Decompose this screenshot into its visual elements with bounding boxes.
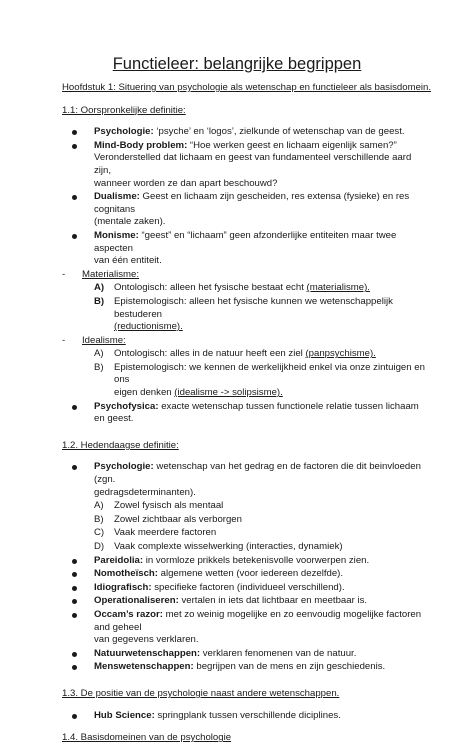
bullet-icon: [72, 465, 77, 470]
document-body: [62, 82, 430, 745]
bullet-icon: [72, 559, 77, 564]
bullet-icon: [72, 144, 77, 149]
list-item-nomotheisch: Nomotheïsch: algemene wetten (voor iedereen dezelfde).: [62, 568, 430, 581]
sub-item-c: C) Vaak meerdere factoren: [94, 527, 217, 539]
list-item-dualisme: Dualisme: Geest en lichaam zijn gescheiden, res extensa (fysieke) en res cognitans (mentale zaken).: [62, 191, 430, 229]
section-1-3-heading: 1.3. De positie van de psychologie naast andere wetenschappen.: [62, 687, 340, 699]
materialisme-heading: - Materialisme:: [62, 268, 140, 280]
bullet-icon: [72, 130, 77, 135]
list-item-psychologie-modern: Psychologie: wetenschap van het gedrag en de factoren die dit beinvloeden (zgn. gedragsdeterminanten).: [62, 461, 430, 499]
list-item-pareidolia: Pareidolia: in vormloze prikkels betekenisvolle voorwerpen zien.: [62, 555, 430, 568]
document-title: Functieleer: belangrijke begrippen: [112, 55, 362, 73]
bullet-icon: [72, 613, 77, 618]
idealisme-heading: - Idealisme:: [62, 334, 126, 346]
section-1-1-heading: 1.1: Oorspronkelijke definitie:: [62, 104, 186, 116]
section-1-2-list: [62, 461, 430, 674]
sub-item-d: D) Vaak complexte wisselwerking (interacties, dynamiek): [94, 541, 343, 552]
sub-item-b: B) Zowel zichtbaar als verborgen: [94, 513, 242, 525]
bullet-icon: [72, 714, 77, 719]
bullet-icon: [72, 572, 77, 577]
bullet-icon: [72, 195, 77, 200]
list-item-idiografisch: Idiografisch: specifieke factoren (individueel verschillend).: [62, 582, 430, 595]
materialisme-item-a: A) Ontologisch: alleen het fysische bestaat echt (materialisme).: [94, 282, 370, 294]
list-item-mind-body: Mind-Body problem: “Hoe werken geest en lichaam eigenlijk samen?” Veronderstelled dat lichaam en geest van fundamenteel verschillende aard zijn, wanneer worden ze dan apart beschouwd?: [62, 140, 430, 190]
bullet-icon: [72, 599, 77, 604]
list-item-occams-razor: Occam’s razor: met zo weinig mogelijke en zo eenvoudig mogelijke factoren and geheel van gegevens verklaren.: [62, 609, 430, 647]
list-item-psychofysica: Psychofysica: exacte wetenschap tussen functionele relatie tussen lichaam en geest.: [62, 401, 430, 426]
bullet-icon: [72, 586, 77, 591]
list-item-psychologie: Psychologie: ‘psyche’ en ‘logos’, zielkunde of wetenschap van de geest.: [62, 126, 430, 139]
chapter-heading: Hoofdstuk 1: Situering van psychologie als wetenschap en functieleer als basisdomein.: [62, 82, 432, 93]
idealisme-item-a: A) Ontologisch: alles in de natuur heeft een ziel (panpsychisme).: [94, 348, 376, 360]
section-1-4-heading: 1.4. Basisdomeinen van de psychologie: [62, 732, 232, 744]
list-item-menswetenschappen: Menswetenschappen: begrijpen van de mens en zijn geschiedenis.: [62, 661, 430, 674]
list-item-operationaliseren: Operationaliseren: vertalen in iets dat lichtbaar en meetbaar is.: [62, 595, 430, 608]
sub-item-a: A) Zowel fysisch als mentaal: [94, 500, 224, 512]
section-1-3-list: [62, 710, 430, 723]
bullet-icon: [72, 234, 77, 239]
section-1-1-list: [62, 126, 430, 426]
bullet-icon: [72, 652, 77, 657]
list-item-hub-science: Hub Science: springplank tussen verschillende diciplines.: [62, 710, 430, 723]
idealisme-item-b: B) Epistemologisch: we kennen de werkelijkheid enkel via onze zintuigen en ons eigen denken (idealisme -> solipsisme).: [94, 361, 425, 399]
bullet-icon: [72, 405, 77, 410]
materialisme-item-b: B) Epistemologisch: alleen het fysische kunnen we wetenschappelijk bestuderen (reductionisme).: [94, 295, 393, 333]
list-item-monisme: Monisme: “geest” en “lichaam” geen afzonderlijke entiteiten maar twee aspecten van één entiteit.: [62, 230, 430, 268]
section-1-2-heading: 1.2. Hedendaagse definitie:: [62, 439, 179, 451]
list-item-natuurwetenschappen: Natuurwetenschappen: verklaren fenomenen van de natuur.: [62, 648, 430, 661]
